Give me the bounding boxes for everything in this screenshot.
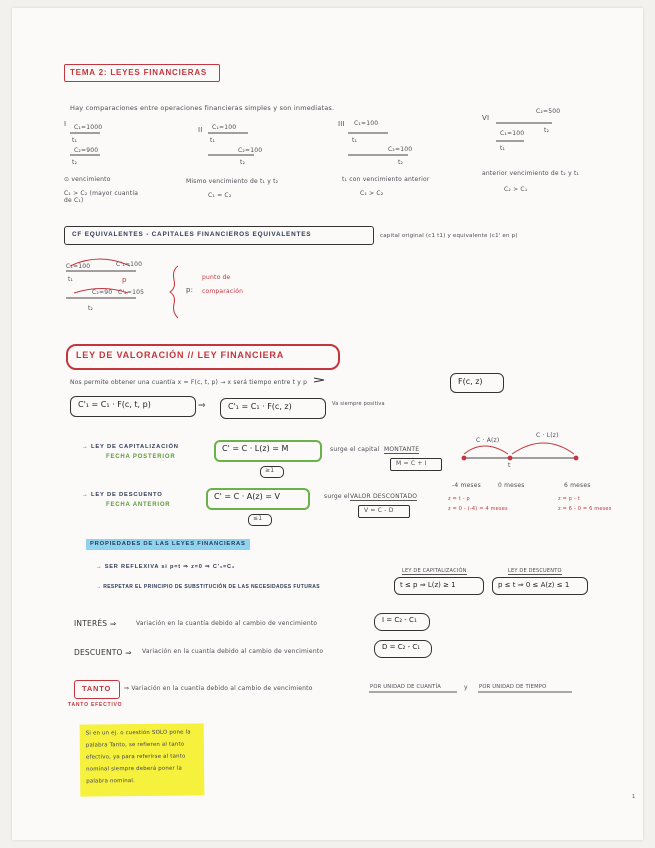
cf-t2: t₂ xyxy=(88,305,94,312)
case-t2: t₂ xyxy=(72,159,78,166)
case-c1: C₁=1000 xyxy=(74,124,103,131)
punto-line2: comparación xyxy=(202,288,244,295)
desc-sub: FECHA ANTERIOR xyxy=(106,502,171,508)
case-c2: C₂=900 xyxy=(74,147,99,154)
cap-text: surge el capital xyxy=(330,446,380,453)
tanto-u2: POR UNIDAD DE TIEMPO xyxy=(479,684,547,690)
case-note2: C₁ = C₂ xyxy=(208,192,232,199)
ley-intro: Nos permite obtener una cuantía x = F(c, t, p) → x será tiempo entre t y p xyxy=(70,379,308,386)
notes-page xyxy=(12,8,643,840)
interes-eq: I = C₂ - C₁ xyxy=(382,616,417,624)
prop2: → RESPETAR EL PRINCIPIO DE SUBSTITUCIÓN DE LAS NECESIDADES FUTURAS xyxy=(96,584,321,590)
timeline-left-eq2: z = 0 - (-4) = 4 meses xyxy=(448,506,508,512)
props-title: PROPIEDADES DE LAS LEYES FINANCIERAS xyxy=(90,541,246,547)
cf-title: CF EQUIVALENTES - CAPITALES FINANCIEROS EQUIVALENTES xyxy=(72,231,312,238)
descuento-eq: D = C₂ - C₁ xyxy=(382,643,421,651)
intro-text: Hay comparaciones entre operaciones financieras simples y son inmediatas. xyxy=(70,104,335,112)
interes-label: INTERÉS ⇒ xyxy=(74,619,117,628)
cf-p: p xyxy=(122,276,127,284)
note-line: palabra Tanto, se refieren al tanto xyxy=(85,741,185,749)
case-num: I xyxy=(64,120,67,128)
case-t2: t₂ xyxy=(398,159,404,166)
desc-word: VALOR DESCONTADO xyxy=(350,493,418,500)
descuento-label: DESCUENTO ⇒ xyxy=(74,648,132,657)
cf-c2: C₂=90 xyxy=(92,289,113,296)
timeline-left-eq1: z = t - p xyxy=(448,496,470,502)
note-line: nominal siempre deberá poner la xyxy=(86,765,183,773)
desc-label: → LEY DE DESCUENTO xyxy=(82,492,163,498)
tanto-efectivo: TANTO EFECTIVO xyxy=(68,702,123,708)
desc-eq: V = C - D xyxy=(364,507,394,514)
timeline-right-eq2: z = 6 - 0 = 6 meses xyxy=(558,506,612,512)
case-num: II xyxy=(198,126,203,134)
formula1: C'₁ = C₁ · F(c, t, p) xyxy=(78,400,151,409)
case-note2: C₁ > C₂ xyxy=(360,190,384,197)
case-note1: anterior vencimiento de t₂ y t₁ xyxy=(482,170,580,177)
cond-cap: t ≤ p ⇒ L(z) ≥ 1 xyxy=(400,581,456,589)
timeline-a-label: C · A(z) xyxy=(476,437,500,444)
timeline-right-eq1: z = p - t xyxy=(558,496,580,502)
interes-text: Variación en la cuantía debido al cambio de vencimiento xyxy=(136,620,318,627)
case-c1: C₁=100 xyxy=(354,120,379,127)
case-t1: t₁ xyxy=(352,137,358,144)
tema-title: TEMA 2: LEYES FINANCIERAS xyxy=(70,68,208,77)
note-line: Si en un ej. o cuestión SOLO pone la xyxy=(85,729,191,737)
cap-word: MONTANTE xyxy=(384,446,420,453)
ley-result: F(c, z) xyxy=(458,377,483,386)
case-t1: t₁ xyxy=(500,145,506,152)
implies-arrow: ⇒ xyxy=(198,401,206,411)
ley-title: LEY DE VALORACIÓN // LEY FINANCIERA xyxy=(76,350,285,360)
case-c2: C₂=100 xyxy=(238,147,263,154)
sticky-note xyxy=(80,723,205,796)
tanto-text: ⇒ Variación en la cuantía debido al cambio de vencimiento xyxy=(124,685,313,692)
timeline-mid-t: t xyxy=(508,462,511,469)
case-note1: t₁ con vencimiento anterior xyxy=(342,176,430,183)
case-note2: C₂ > C₁ xyxy=(504,186,528,193)
cf-c1: C₁=100 xyxy=(66,263,91,270)
timeline-left: -4 meses xyxy=(452,482,481,489)
case-note1: Mismo vencimiento de t₁ y t₂ xyxy=(186,178,279,185)
formula2: C'₁ = C₁ · F(c, z) xyxy=(228,402,292,411)
ley-desc-small: LEY DE DESCUENTO xyxy=(508,568,562,574)
timeline-mid: 0 meses xyxy=(498,482,525,489)
tanto-y: y xyxy=(464,684,468,691)
case-c2: C₂=100 xyxy=(388,146,413,153)
case-c1: C₁=100 xyxy=(212,124,237,131)
cf-t1: t₁ xyxy=(68,276,74,283)
cap-formula: C' = C · L(z) = M xyxy=(222,444,289,453)
case-t2: t₂ xyxy=(544,127,550,134)
siempre-note: Va siempre positiva xyxy=(332,401,385,407)
note-line: efectivo, ya para referirse al tanto xyxy=(85,753,186,761)
case-t1: t₁ xyxy=(210,137,216,144)
tanto-u1: POR UNIDAD DE CUANTÍA xyxy=(370,684,441,690)
case-c1: C₁=100 xyxy=(500,130,525,137)
note-line: palabra nominal. xyxy=(86,778,136,785)
punto-line1: punto de xyxy=(202,274,231,281)
tanto-label: TANTO xyxy=(82,684,112,693)
desc-text: surge el xyxy=(324,493,350,500)
cap-eq: M = C + I xyxy=(396,460,427,467)
ley-cap-small: LEY DE CAPITALIZACIÓN xyxy=(402,568,467,574)
cf-note: capital original (c1 t1) y equivalente (c1' en p) xyxy=(380,233,518,239)
timeline-right: 6 meses xyxy=(564,482,591,489)
case-t1: t₁ xyxy=(72,137,78,144)
desc-cond: ≤1 xyxy=(253,515,263,522)
cap-sub: FECHA POSTERIOR xyxy=(106,454,176,460)
prop1: → SER REFLEXIVA si p=t ⇒ z=0 ⇒ C'₁=C₁ xyxy=(96,564,235,570)
punto-letter: p: xyxy=(186,286,194,294)
descuento-text: Variación en la cuantía debido al cambio de vencimiento xyxy=(142,648,324,655)
cap-label: → LEY DE CAPITALIZACIÓN xyxy=(82,444,179,450)
page-number: 1 xyxy=(632,794,636,800)
case-t2: t₂ xyxy=(240,159,246,166)
cf-c1p: C'₁=100 xyxy=(116,261,143,268)
case-num: III xyxy=(338,120,345,128)
cond-desc: p ≤ t ⇒ 0 ≤ A(z) ≤ 1 xyxy=(498,581,570,589)
case-note1: ⊙ vencimiento xyxy=(64,176,111,183)
timeline-l-label: C · L(z) xyxy=(536,432,559,439)
cap-cond: ≥1 xyxy=(265,467,275,474)
case-c2: C₂=500 xyxy=(536,108,561,115)
desc-formula: C' = C · A(z) = V xyxy=(214,492,280,501)
case-num: VI xyxy=(482,114,490,122)
case-note2: C₁ > C₂ (mayor cuantía de C₁) xyxy=(64,190,139,204)
cf-c2p: C'₂=105 xyxy=(118,289,145,296)
